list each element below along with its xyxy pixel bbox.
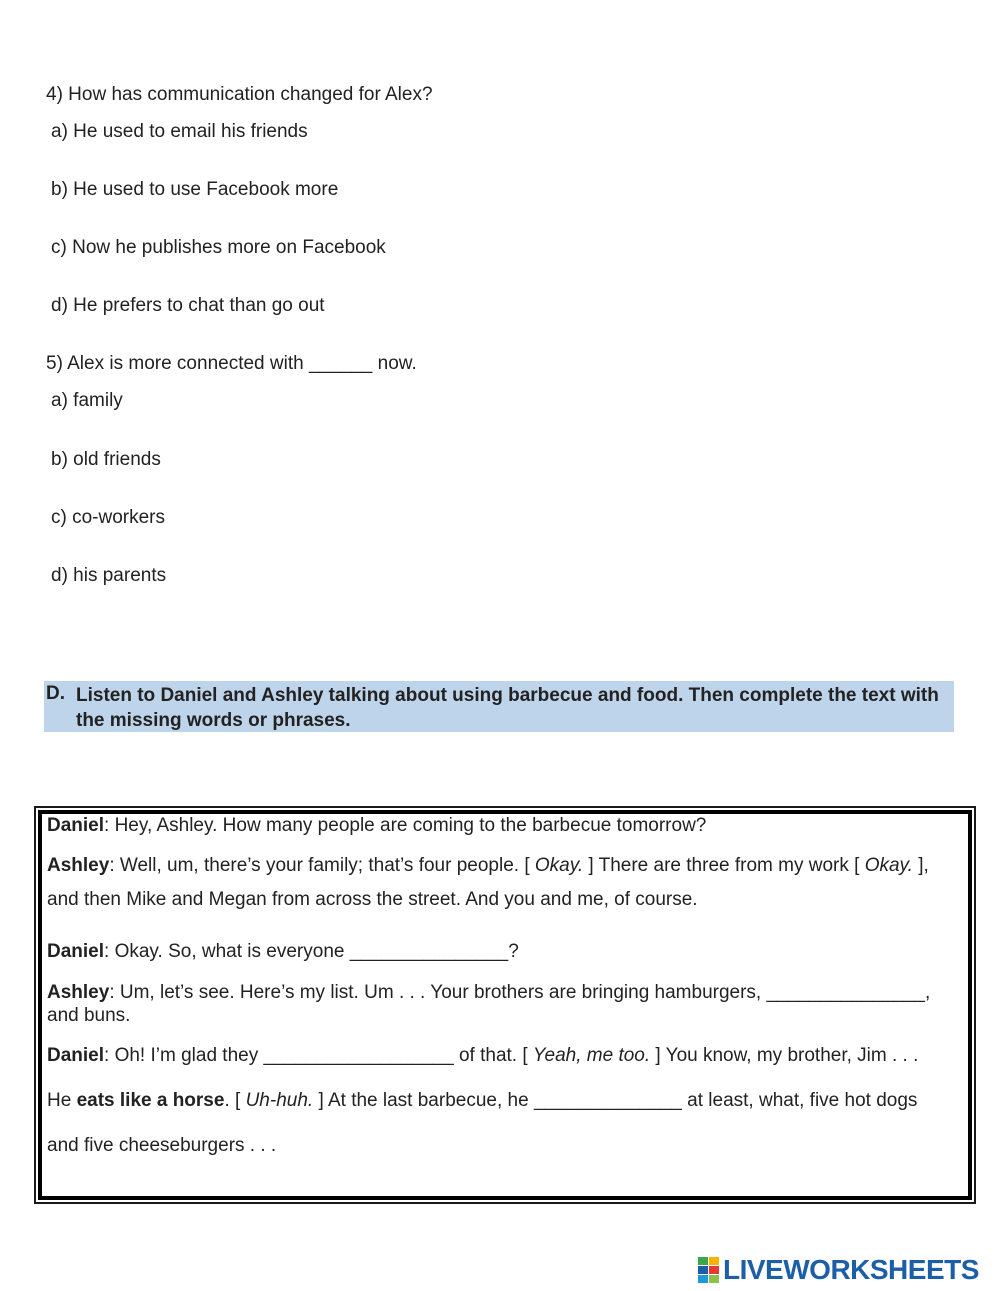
dialogue-text-with-blank[interactable]: : Oh! I’m glad they __________________ of that. [ [104,1045,533,1066]
dialogue-line-4 [47,941,519,963]
dialogue-text: ] There are three from my work [ [583,855,865,876]
question-4-option-d[interactable]: d) He prefers to chat than go out [51,295,325,316]
speaker-daniel: Daniel [47,1045,105,1066]
speaker-daniel: Daniel [47,941,105,962]
logo-text: LIVEWORKSHEETS [723,1254,979,1285]
dialogue-text: : Well, um, there’s your family; that’s four people. [ [109,855,535,876]
backchannel: Okay. [534,855,584,876]
logo-block [698,1266,708,1274]
logo-block [709,1257,719,1265]
dialogue-text: and five cheeseburgers . . . [47,1135,277,1156]
dialogue-line-9 [47,1135,276,1157]
dialogue-text: and buns. [47,1005,131,1026]
dialogue-text-with-blank[interactable]: : Um, let’s see. Here’s my list. Um . . . Your brothers are bringing hamburgers, _______________, [109,982,931,1003]
section-d-instruction: Listen to Daniel and Ashley talking about using barbecue and food. Then complete the text with the missing words or phrases. [76,685,939,731]
dialogue-text: ] You know, my brother, Jim . . . [650,1045,919,1066]
dialogue-line-7 [47,1045,918,1067]
section-d-letter: D. [46,683,65,704]
logo-block [709,1275,719,1283]
dialogue-text: ], [912,855,929,876]
question-4-option-c[interactable]: c) Now he publishes more on Facebook [51,237,386,258]
dialogue-line-5 [47,982,930,1004]
backchannel: Uh-huh. [245,1090,314,1111]
speaker-daniel: Daniel [47,815,105,836]
dialogue-line-8 [47,1090,917,1112]
dialogue-text: and then Mike and Megan from across the street. And you and me, of course. [47,889,698,910]
question-4-prompt: 4) How has communication changed for Alex? [46,84,433,105]
dialogue-text: : Hey, Ashley. How many people are coming to the barbecue tomorrow? [104,815,707,836]
question-5-prompt: 5) Alex is more connected with ______ now. [46,353,417,374]
logo-blocks-icon [698,1257,719,1283]
dialogue-text-with-blank[interactable]: ] At the last barbecue, he ______________ at least, what, five hot dogs [313,1090,918,1111]
dialogue-text-with-blank[interactable]: : Okay. So, what is everyone _______________? [104,941,519,962]
dialogue-line-3 [47,889,698,911]
question-4-option-b[interactable]: b) He used to use Facebook more [51,179,339,200]
question-5-option-d[interactable]: d) his parents [51,565,167,586]
section-d-header [44,681,954,732]
dialogue-line-2 [47,855,929,877]
dialogue-text: . [ [224,1090,246,1111]
logo-block [709,1266,719,1274]
backchannel: Yeah, me too. [532,1045,651,1066]
question-4-option-a[interactable]: a) He used to email his friends [51,121,308,142]
dialogue-line-6 [47,1005,130,1027]
logo-block [698,1257,708,1265]
logo-block [698,1275,708,1283]
dialogue-text: He [47,1090,77,1111]
speaker-ashley: Ashley [47,982,110,1003]
backchannel: Okay. [864,855,913,876]
dialogue-line-1 [47,815,706,837]
liveworksheets-logo [698,1256,979,1284]
idiom-highlight: eats like a horse [76,1090,225,1111]
question-5-option-c[interactable]: c) co-workers [51,507,166,528]
question-5-option-b[interactable]: b) old friends [51,449,161,470]
question-5-option-a[interactable]: a) family [51,390,123,411]
speaker-ashley: Ashley [47,855,110,876]
